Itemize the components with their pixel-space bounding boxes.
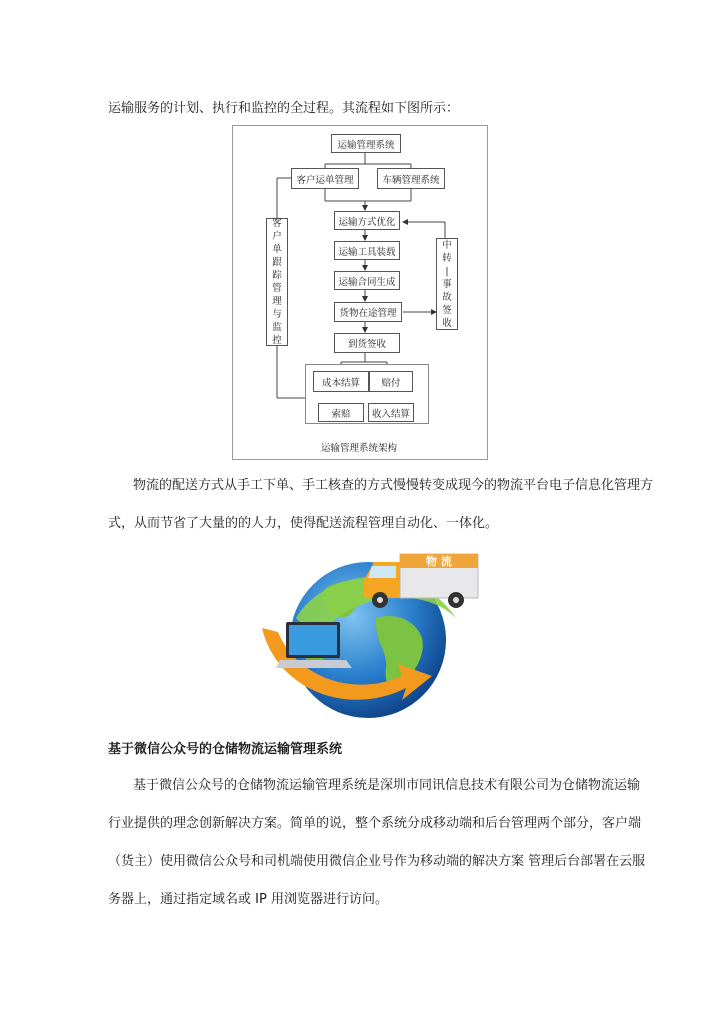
vchar: 跟 [272,257,282,268]
box-in-transit-management: 货物在途管理 [334,302,402,322]
box-tool-loading: 运输工具装载 [334,241,400,260]
vchar: 客 [272,218,282,229]
figure-caption: 运输管理系统架构 [321,443,398,454]
vchar: 监 [272,322,282,333]
box-customer-order-management: 客户运单管理 [291,168,359,189]
vchar: 转 [442,252,452,264]
vchar: 事 [442,278,452,290]
vchar: 管 [272,283,282,294]
flowchart-figure [232,125,488,460]
intro-text: 运输服务的计划、执行和监控的全过程。其流程如下图所示： [108,101,460,116]
para1-line1: 物流的配送方式从手工下单、手工核查的方式慢慢转变成现今的物流平台电子信息化管理方 [133,478,654,493]
vchar: 故 [442,291,452,303]
box-contract-generation: 运输合同生成 [334,271,400,290]
vchar: 踪 [272,270,282,281]
logistics-illustration [256,548,482,720]
box-compensation: 赔付 [369,371,413,392]
vchar: 签 [442,304,452,316]
para2-line1: 基于微信公众号的仓储物流运输管理系统是深圳市同讯信息技术有限公司为仓储物流运输 [133,778,641,793]
box-customer-tracking-vertical [266,218,288,346]
vchar: 单 [272,244,282,255]
vchar: | [445,265,449,277]
box-income-settlement: 收入结算 [368,403,414,422]
para2-line4: 务器上，通过指定域名或 IP 用浏览器进行访问。 [108,892,388,907]
vchar: 与 [272,309,282,320]
box-claim: 索赔 [318,403,364,422]
vchar: 中 [442,239,452,251]
para2-line2: 行业提供的理念创新解决方案。简单的说，整个系统分成移动端和后台管理两个部分，客户端 [108,816,642,831]
box-transport-management-system: 运输管理系统 [331,134,401,153]
box-vehicle-management: 车辆管理系统 [377,168,445,189]
box-transport-optimization: 运输方式优化 [334,211,400,230]
truck-banner-text: 物 流 [426,555,452,568]
globe-truck-laptop-image [256,548,482,720]
box-cost-settlement: 成本结算 [313,371,369,392]
vchar: 户 [272,231,282,242]
vchar: 理 [272,296,282,307]
section-heading: 基于微信公众号的仓储物流运输管理系统 [108,742,343,757]
box-transit-incident-vertical [436,238,458,330]
box-delivery-receipt: 到货签收 [334,333,400,353]
vchar: 收 [442,317,452,329]
vchar: 控 [272,335,282,346]
para2-line3: （货主）使用微信公众号和司机端使用微信企业号作为移动端的解决方案 管理后台部署在云服 [108,854,646,869]
para1-line2: 式，从而节省了大量的的人力，使得配送流程管理自动化、一体化。 [108,516,499,531]
